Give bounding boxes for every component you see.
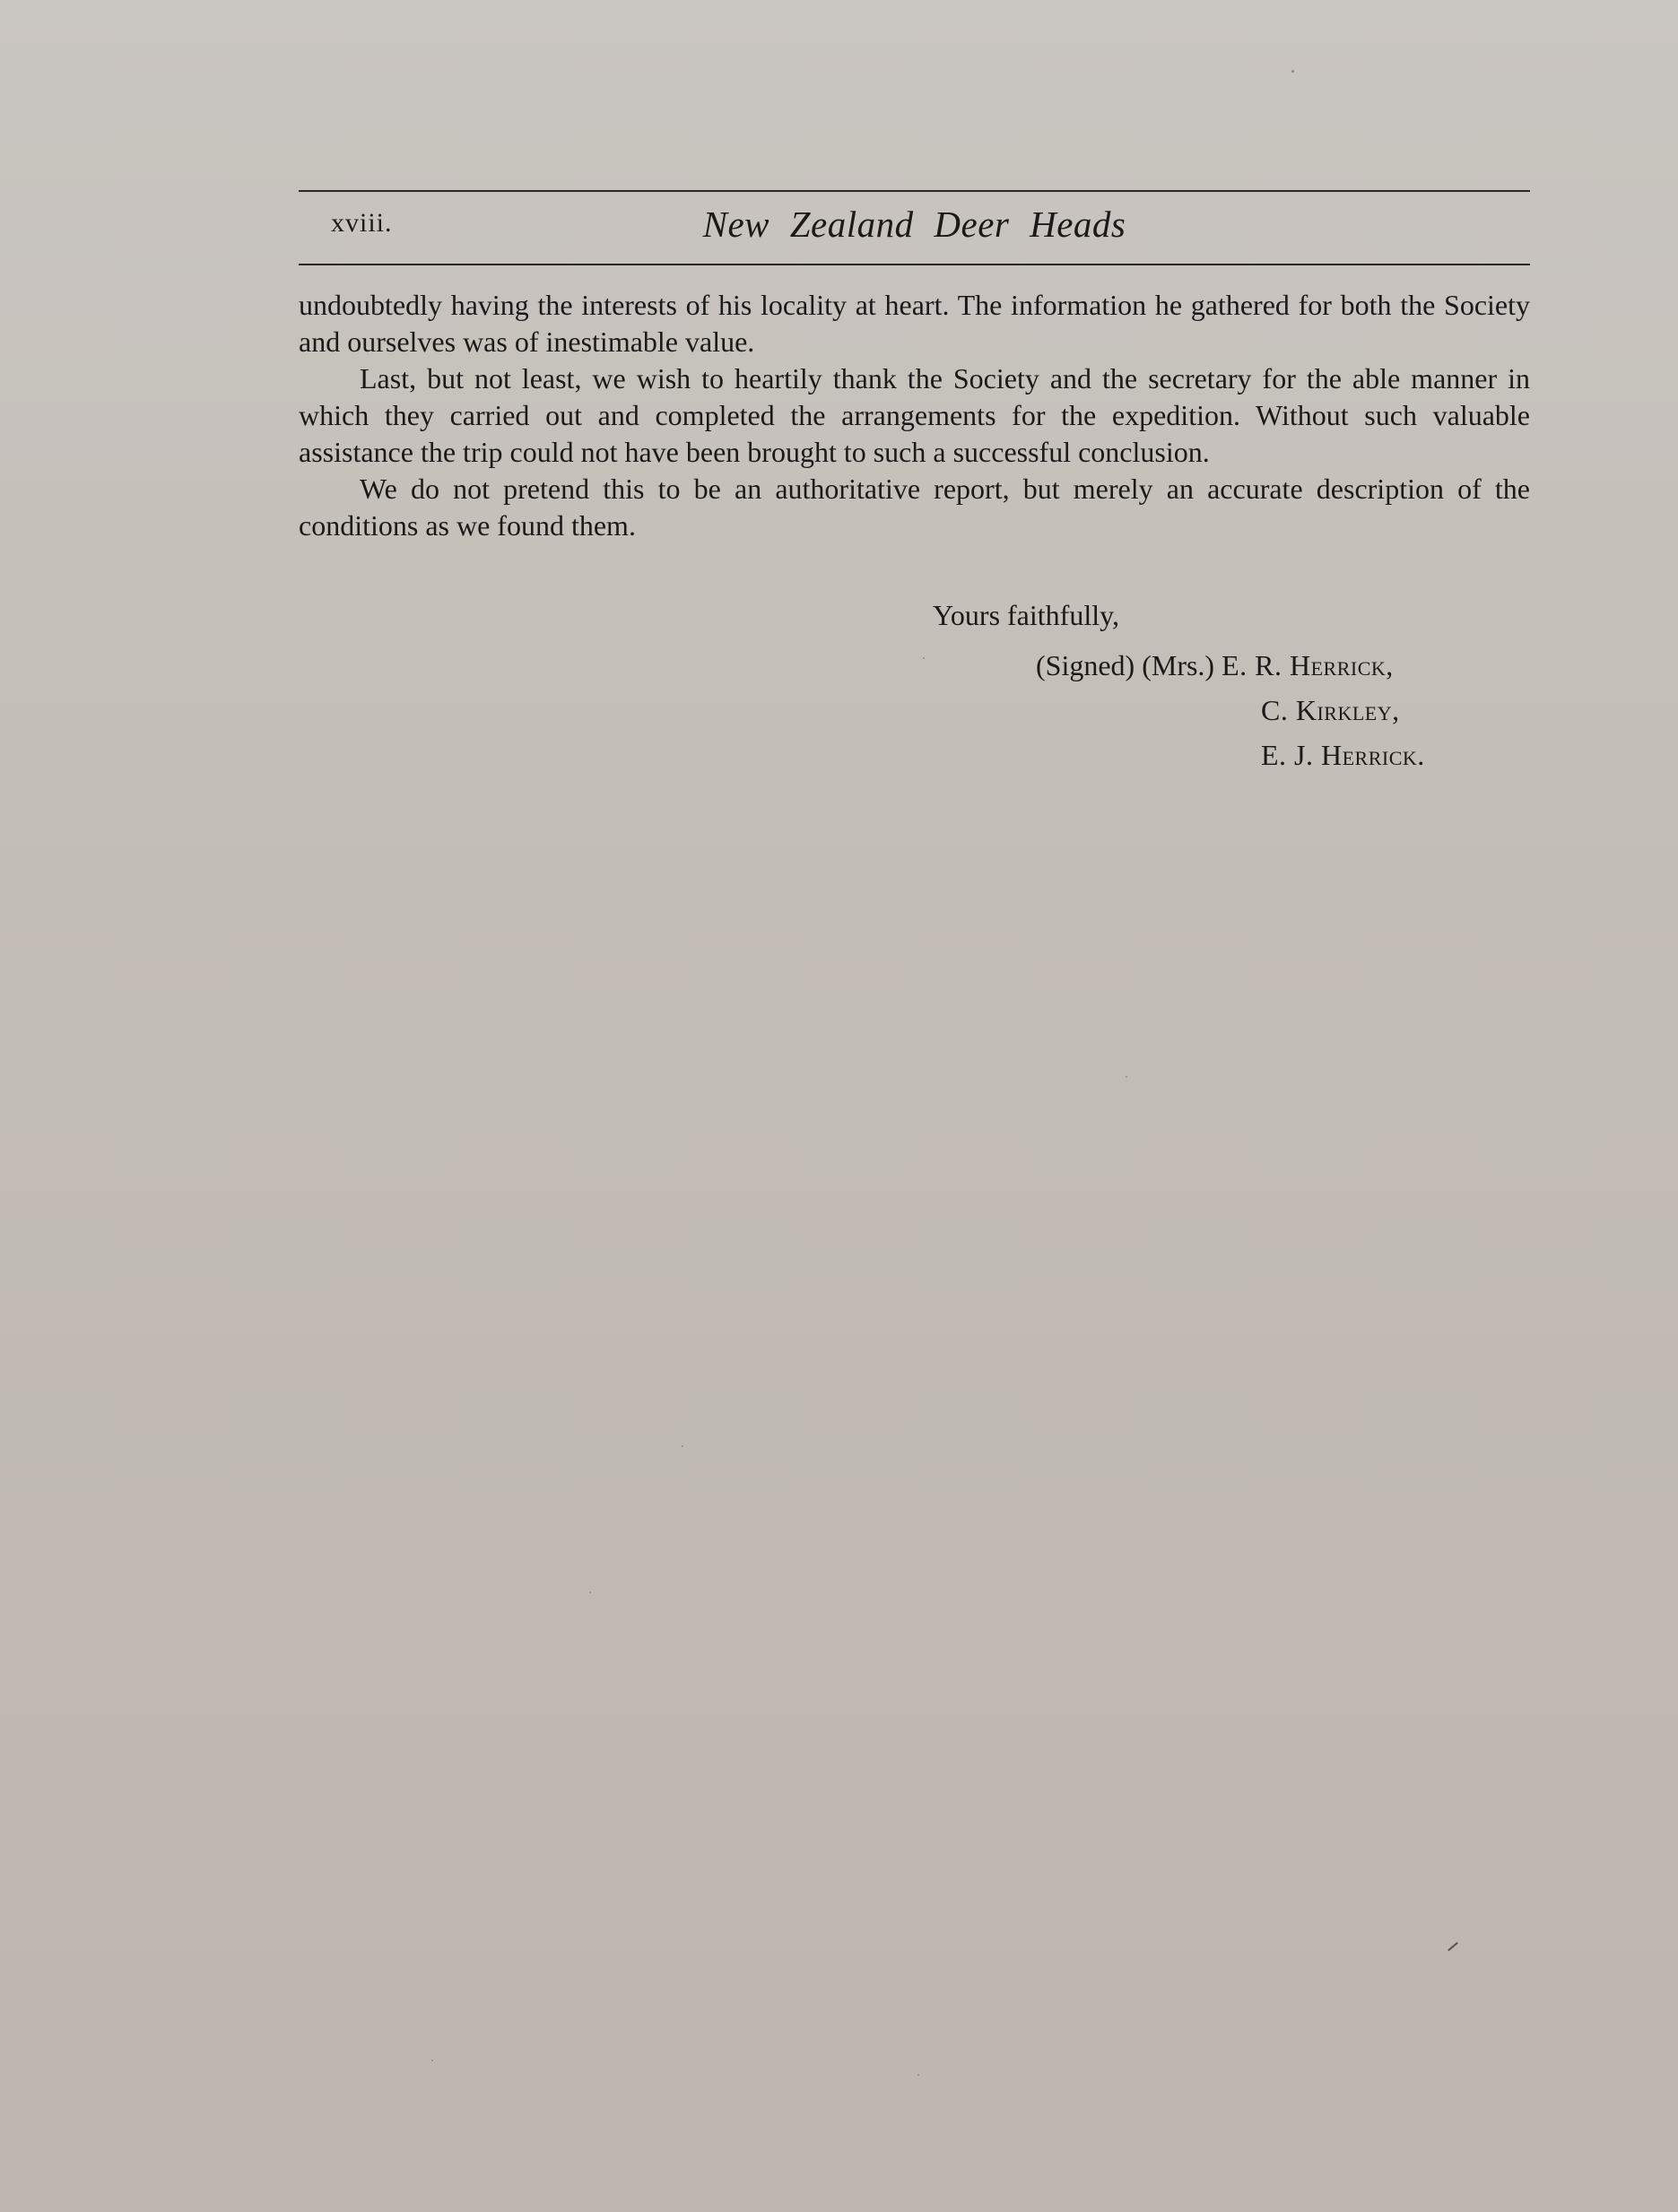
paragraph-thanks: Last, but not least, we wish to heartily thank the Society and the secretary for the able manner in which they carried out and completed the arrangements for the expedition. Without such valuable assistance the trip could not have been brought to such a successful conclusion.	[299, 362, 1530, 468]
valediction: Yours faithfully,	[933, 599, 1120, 631]
signatory-name: E. R. Herrick,	[1222, 649, 1394, 681]
signed-prefix: (Signed) (Mrs.)	[1036, 649, 1215, 681]
header-bottom-rule	[299, 264, 1530, 265]
paragraph-disclaimer: We do not pretend this to be an authoritative report, but merely an accurate description of the conditions as we found them.	[299, 473, 1530, 542]
paper-speck	[1291, 70, 1294, 73]
paper-speck	[682, 1445, 683, 1447]
signatory-name: E. J. Herrick.	[1261, 739, 1425, 771]
paper-speck	[917, 2074, 919, 2076]
paper-speck	[923, 657, 925, 659]
header-top-rule	[299, 190, 1530, 192]
paper-speck	[431, 2060, 433, 2061]
body-text	[299, 287, 1530, 544]
document-page	[299, 0, 1530, 2212]
signatory-name: C. Kirkley,	[1261, 694, 1400, 726]
paragraph-continuation: undoubtedly having the interests of his locality at heart. The information he gathered for both the Society and ourselves was of inestimable value.	[299, 289, 1530, 358]
signature-line-1	[1036, 649, 1394, 682]
page-number: xviii.	[331, 208, 393, 238]
paper-speck	[589, 1592, 591, 1593]
paper-speck	[1126, 1076, 1127, 1078]
running-title: New Zealand Deer Heads	[702, 204, 1126, 245]
